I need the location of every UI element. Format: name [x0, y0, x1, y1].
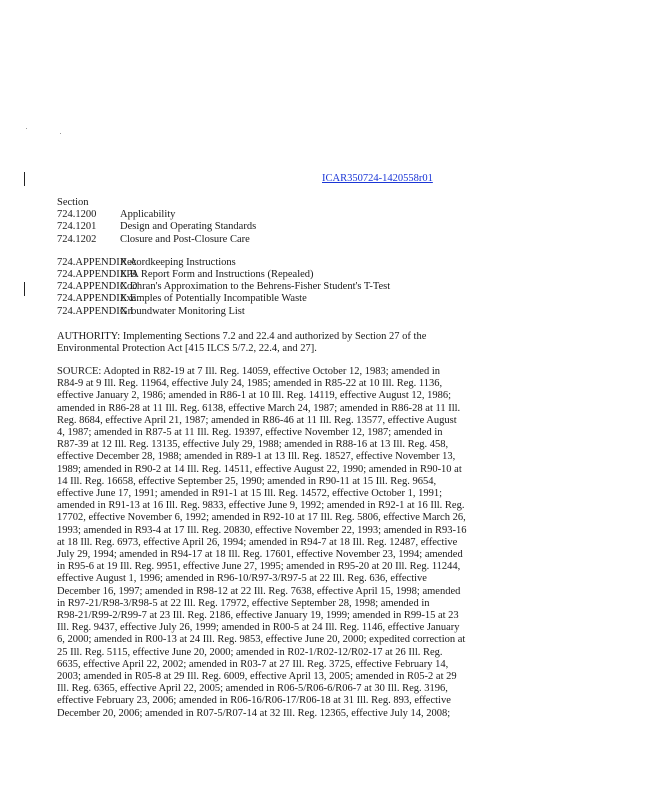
scan-speck — [26, 128, 27, 129]
source-line: Ill. Reg. 9437, effective July 26, 1999; amended in R00-5 at 24 Ill. Reg. 1146, effective January — [57, 622, 460, 634]
change-bar-appendix — [24, 282, 25, 296]
authority-line: Environmental Protection Act [415 ILCS 5/7.2, 22.4, and 27]. — [57, 343, 317, 355]
source-line: R84-9 at 9 Ill. Reg. 11964, effective July 24, 1985; amended in R85-22 at 10 Ill. Reg. 1136, — [57, 378, 443, 390]
source-line: 25 Ill. Reg. 5115, effective June 20, 2000; amended in R02-1/R02-12/R02-17 at 26 Ill. Reg. — [57, 646, 443, 658]
source-line: December 16, 1997; amended in R98-12 at 22 Ill. Reg. 7638, effective April 15, 1998; amended — [57, 585, 461, 597]
section-header: Section — [57, 197, 89, 208]
appendix-row — [57, 257, 390, 269]
appendix-title: EPA Report Form and Instructions (Repealed) — [120, 268, 314, 280]
appendix-title: Groundwater Monitoring List — [120, 305, 245, 317]
appendix-title: Cochran's Approximation to the Behrens-Fisher Student's T-Test — [120, 281, 391, 293]
appendix-row — [57, 293, 390, 305]
appendix-number: 724.APPENDIX D — [57, 281, 138, 293]
section-title: Design and Operating Standards — [120, 221, 257, 233]
authority-paragraph — [57, 331, 459, 355]
source-line: 1989; amended in R90-2 at 14 Ill. Reg. 14511, effective August 22, 1990; amended in R90-10 at — [57, 463, 462, 475]
source-line: 2003; amended in R05-8 at 29 Ill. Reg. 6009, effective April 13, 2005; amended in R05-2 at 29 — [57, 671, 457, 683]
source-line: 6635, effective April 22, 2002; amended in R03-7 at 27 Ill. Reg. 3725, effective February 14, — [57, 658, 449, 670]
appendix-row — [57, 281, 390, 293]
source-line: at 18 Ill. Reg. 6973, effective April 26, 1994; amended in R94-7 at 18 Ill. Reg. 12487, effective — [57, 536, 458, 548]
section-number: 724.1200 — [57, 209, 97, 221]
appendix-number: 724.APPENDIX I — [57, 305, 134, 317]
source-line: effective August 1, 1996; amended in R96-10/R97-3/R97-5 at 22 Ill. Reg. 636, effective — [57, 573, 427, 585]
source-line: 1993; amended in R93-4 at 17 Ill. Reg. 20830, effective November 22, 1993; amended in R93-16 — [57, 524, 467, 536]
source-line: R98-21/R99-2/R99-7 at 23 Ill. Reg. 2186, effective January 19, 1999; amended in R99-15 at 23 — [57, 610, 459, 622]
scan-speck — [60, 133, 61, 134]
source-line: amended in R86-28 at 11 Ill. Reg. 6138, effective March 24, 1987; amended in R86-28 at 11 Ill. — [57, 402, 461, 414]
section-title: Closure and Post-Closure Care — [120, 233, 250, 245]
source-line: amended in R91-13 at 16 Ill. Reg. 9833, effective June 9, 1992; amended in R92-1 at 16 Ill. Reg. — [57, 500, 465, 512]
appendix-row — [57, 269, 390, 281]
appendix-number: 724.APPENDIX A — [57, 256, 137, 268]
source-line: R87-39 at 12 Ill. Reg. 13135, effective July 29, 1988; amended in R88-16 at 13 Ill. Reg. 458, — [57, 439, 449, 451]
source-line: 17702, effective November 6, 1992; amended in R92-10 at 17 Ill. Reg. 5806, effective March 26, — [57, 512, 466, 524]
source-line: SOURCE: Adopted in R82-19 at 7 Ill. Reg. 14059, effective October 12, 1983; amended in — [57, 366, 440, 377]
table-of-contents — [57, 197, 390, 318]
source-line: December 20, 2006; amended in R07-5/R07-14 at 32 Ill. Reg. 12365, effective July 14, 2008; — [57, 707, 451, 719]
source-paragraph — [57, 366, 467, 720]
source-line: effective December 28, 1988; amended in R89-1 at 13 Ill. Reg. 18527, effective November 13, — [57, 451, 456, 463]
authority-line: AUTHORITY: Implementing Sections 7.2 and 22.4 and authorized by Section 27 of the — [57, 331, 427, 342]
appendix-number: 724.APPENDIX E — [57, 293, 137, 305]
source-line: 6, 2000; amended in R00-13 at 24 Ill. Reg. 9853, effective June 20, 2000; expedited correction at — [57, 634, 466, 646]
source-line: July 29, 1994; amended in R94-17 at 18 Ill. Reg. 17601, effective November 23, 1994; amended — [57, 549, 463, 561]
source-line: effective February 23, 2006; amended in R06-16/R06-17/R06-18 at 31 Ill. Reg. 893, effective — [57, 695, 451, 707]
appendix-row — [57, 306, 390, 318]
change-bar-top — [24, 172, 25, 186]
appendix-title: Examples of Potentially Incompatible Waste — [120, 293, 307, 305]
section-row — [57, 234, 390, 246]
source-line: 14 Ill. Reg. 16658, effective September 25, 1990; amended in R90-11 at 15 Ill. Reg. 9654, — [57, 475, 437, 487]
section-number: 724.1201 — [57, 221, 97, 233]
section-row — [57, 221, 390, 233]
source-line: effective June 17, 1991; amended in R91-1 at 15 Ill. Reg. 14572, effective October 1, 1991; — [57, 488, 443, 500]
source-line: Reg. 8684, effective April 21, 1987; amended in R86-46 at 11 Ill. Reg. 13577, effective August — [57, 414, 457, 426]
spacer — [57, 246, 390, 257]
document-id-link[interactable]: ICAR350724-1420558r01 — [322, 173, 433, 184]
section-row — [57, 209, 390, 221]
section-number: 724.1202 — [57, 233, 97, 245]
appendix-number: 724.APPENDIX B — [57, 268, 137, 280]
appendix-title: Recordkeeping Instructions — [120, 256, 236, 268]
source-line: effective January 2, 1986; amended in R86-1 at 10 Ill. Reg. 14119, effective August 12, 1986; — [57, 390, 452, 402]
source-line: in R95-6 at 19 Ill. Reg. 9951, effective June 27, 1995; amended in R95-20 at 20 Ill. Reg. 11244, — [57, 561, 461, 573]
source-line: in R97-21/R98-3/R98-5 at 22 Ill. Reg. 17972, effective September 28, 1998; amended in — [57, 597, 430, 609]
section-title: Applicability — [120, 209, 176, 221]
source-line: Ill. Reg. 6365, effective April 22, 2005; amended in R06-5/R06-6/R06-7 at 30 Ill. Reg. 3196, — [57, 683, 448, 695]
source-line: 4, 1987; amended in R87-5 at 11 Ill. Reg. 19397, effective November 12, 1987; amended in — [57, 427, 443, 439]
